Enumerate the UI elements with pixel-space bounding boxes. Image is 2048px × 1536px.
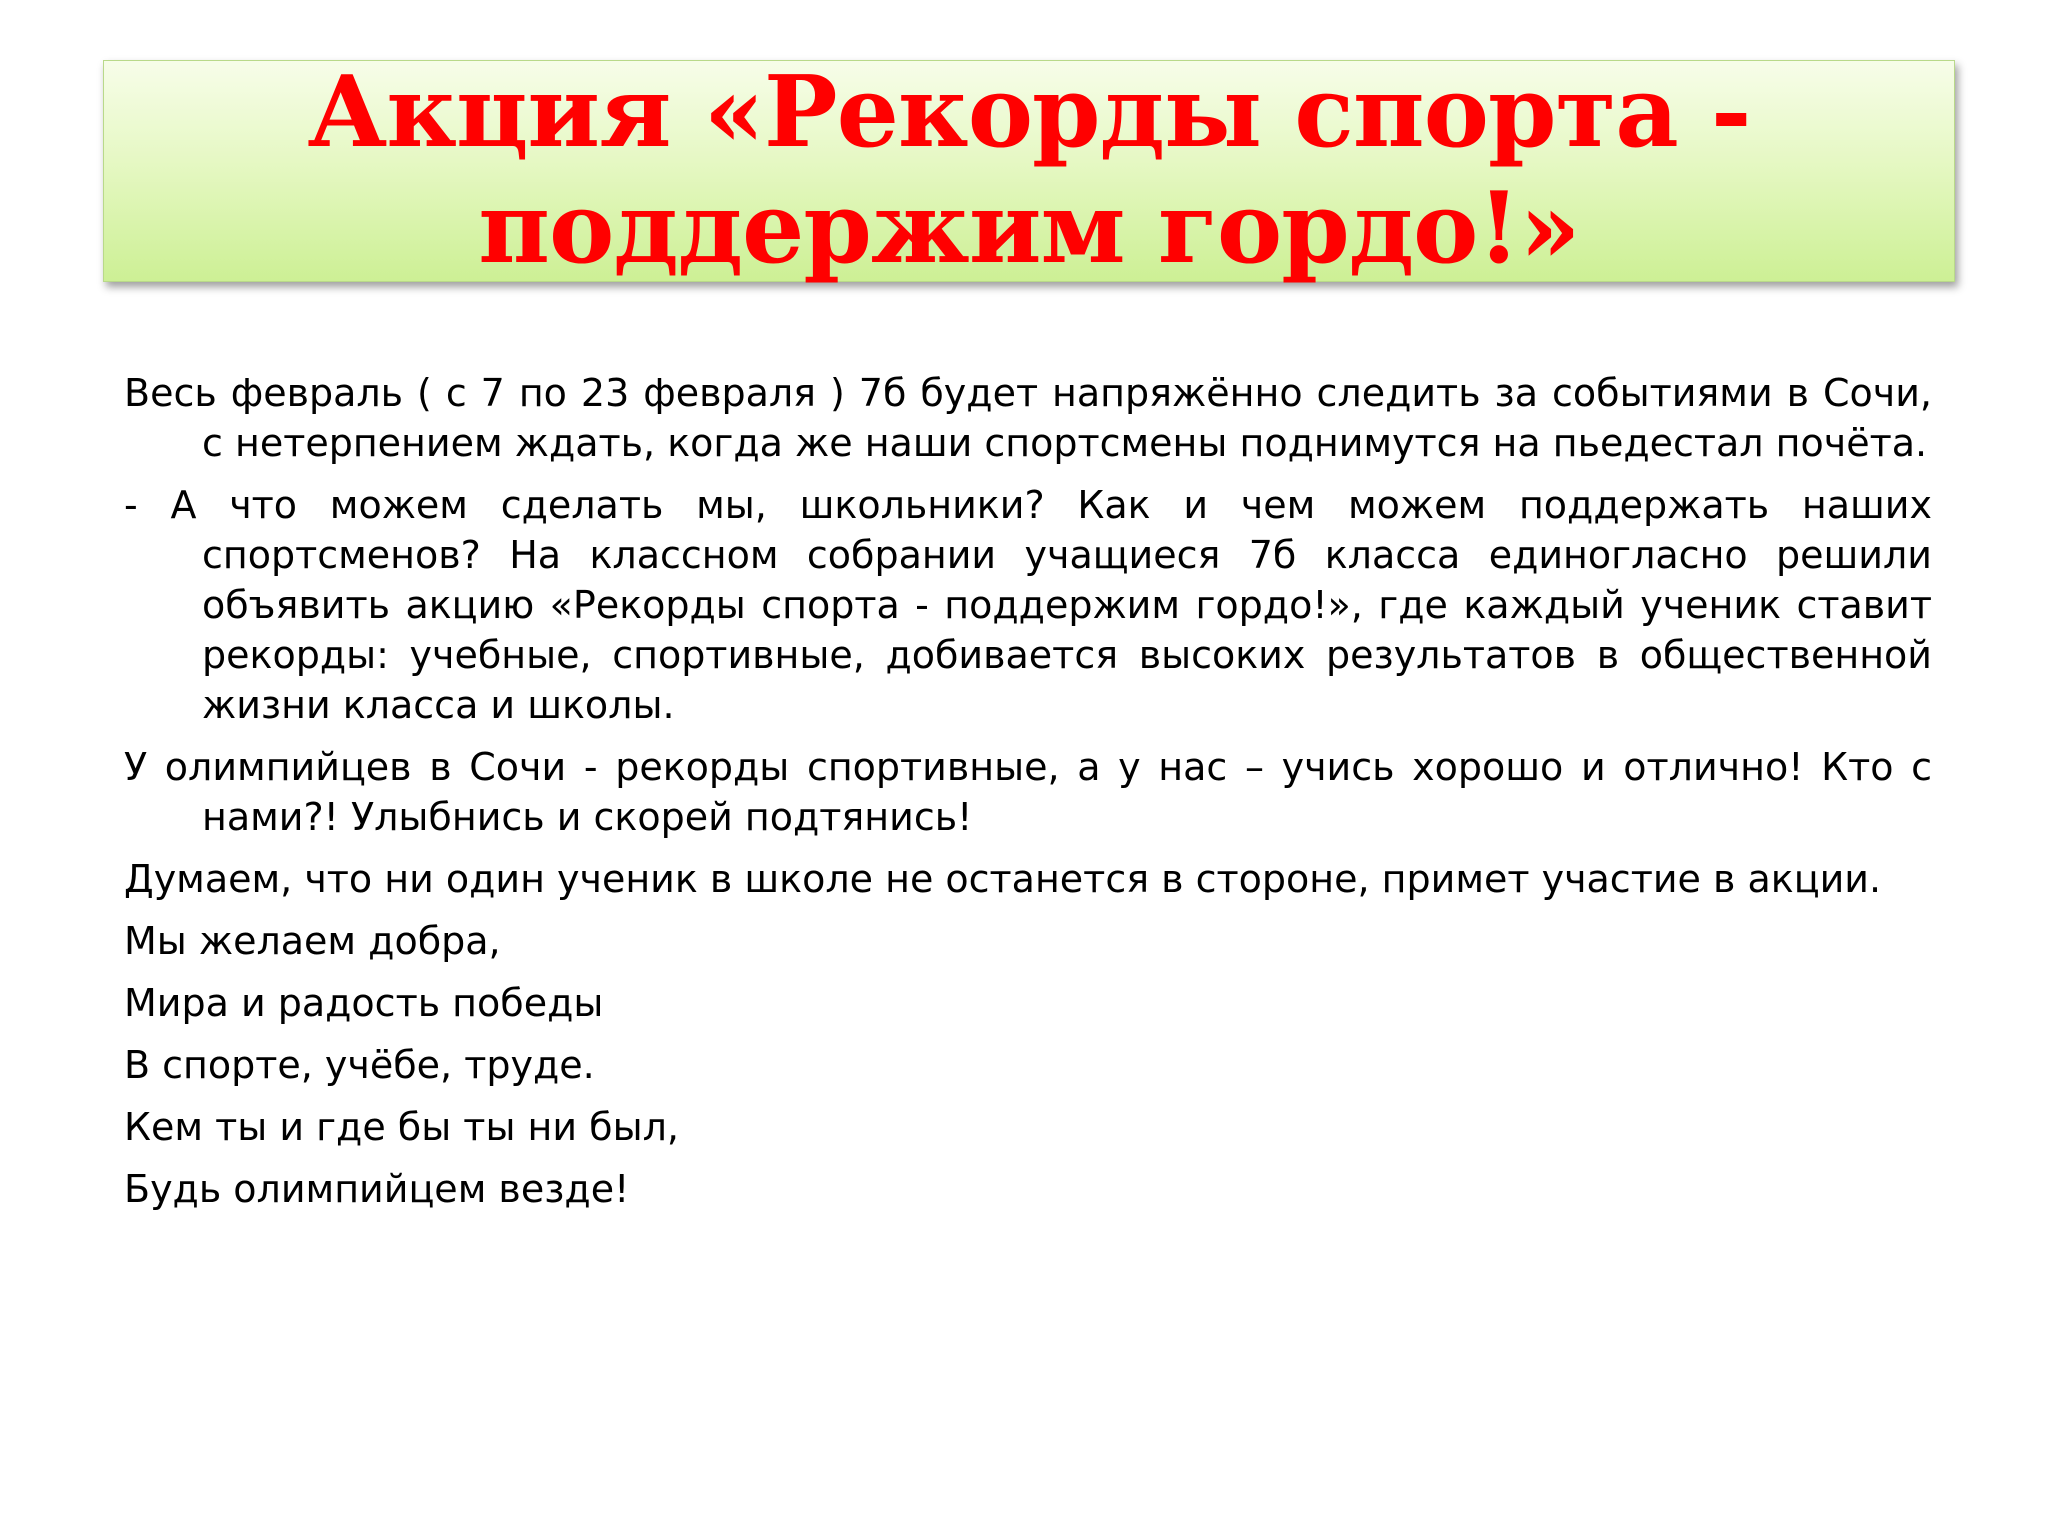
paragraph-question: - А что можем сделать мы, школьники? Как и чем можем поддержать наших спортсменов? На классном собрании учащиеся 7б класса единогласно решили объявить акцию «Рекорды спорта - поддержим гордо!», где каждый ученик ставит рекорды: учебные, спортивные, добивается высоких результатов в общественной жизни класса и школы.	[124, 483, 1932, 727]
title-line-2: поддержим гордо!»	[478, 171, 1580, 286]
paragraph-olympians: У олимпийцев в Сочи - рекорды спортивные, а у нас – учись хорошо и отлично! Кто с нами?! Улыбнись и скорей подтянись!	[124, 745, 1932, 839]
poem-line: Будь олимпийцем везде!	[124, 1167, 630, 1211]
title-line-1: Акция «Рекорды спорта -	[307, 55, 1751, 170]
poem-line: Мира и радость победы	[124, 981, 604, 1025]
poem-line: В спорте, учёбе, труде.	[124, 1043, 595, 1087]
paragraph-participation: Думаем, что ни один ученик в школе не останется в стороне, примет участие в акции.	[124, 857, 1882, 901]
slide-title	[104, 55, 1954, 287]
poem-line: Кем ты и где бы ты ни был,	[124, 1105, 679, 1149]
poem-line: Мы желаем добра,	[124, 919, 501, 963]
paragraph-february: Весь февраль ( с 7 по 23 февраля ) 7б будет напряжённо следить за событиями в Сочи, с нетерпением ждать, когда же наши спортсмены поднимутся на пьедестал почёта.	[124, 371, 1932, 465]
title-banner	[103, 55, 1955, 286]
slide-body	[124, 368, 1932, 1226]
